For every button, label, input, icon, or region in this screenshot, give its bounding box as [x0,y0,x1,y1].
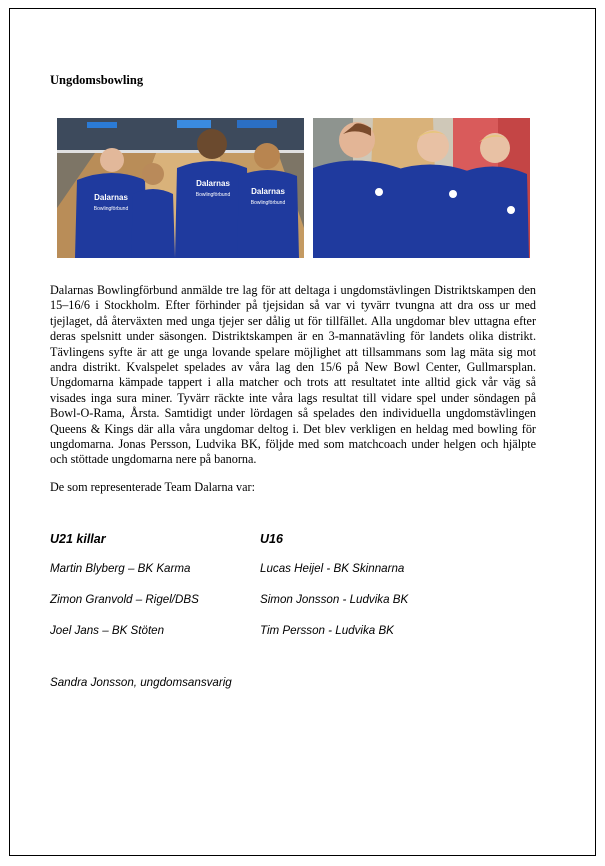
shirt-print-2b: Bowlingförbund [195,192,231,198]
shirt-print-1b: Bowlingförbund [93,206,129,212]
shirt-print-3: Dalarnas [251,187,285,196]
shirt-print-1: Dalarnas [94,193,128,202]
team-intro: De som representerade Team Dalarna var: [50,480,255,494]
u21-player-1: Martin Blyberg – BK Karma [50,562,191,575]
article-heading: Ungdomsbowling [50,73,144,87]
team-back-photo [57,118,304,258]
team-front-photo [313,118,530,258]
shirt-print-2: Dalarnas [196,179,230,188]
u16-player-3: Tim Persson - Ludvika BK [260,624,394,637]
signature: Sandra Jonsson, ungdomsansvarig [50,676,232,689]
u21-heading: U21 killar [50,532,106,546]
u21-player-3: Joel Jans – BK Stöten [50,624,165,637]
u21-player-2: Zimon Granvold – Rigel/DBS [50,593,199,606]
u16-player-1: Lucas Heijel - BK Skinnarna [260,562,405,575]
article-body: Dalarnas Bowlingförbund anmälde tre lag för att deltaga i ungdomstävlingen Distriktskampen den 15–16/6 i Stockholm. Efter förhinder på tjejsidan så var vi tyvärr tvungna att dra oss ur med tjejlaget, då återväxten med unga tjejer ser dålig ut för tillfället. Alla ungdomar blev uttagna efter deras spelsnitt under säsongen. Distriktskampen är en 3-mannatävling för landets olika distrikt. Tävlingens syfte är att ge unga lovande spelare möjlighet att tillsammans som lag mäta sig mot andra distrikt. Kvalspelet spelades av våra lag den 15/6 på New Bowl Center, Gullmarsplan. Ungdomarna kämpade tappert i alla matcher och trots att resultatet inte alltid gick vår väg så visades inga sura miner. Tyvärr räckte inte våra lags resultat till vidare spel under söndagen på Bowl-O-Rama, Årsta. Samtidigt under lördagen så spelades den individuella ungdomstävlingen Queens & Kings där alla våra ungdomar deltog i. Det blev verkligen en heldag med bowling för ungdomarna. Jonas Persson, Ludvika BK, följde med som matchcoach under helgen och hjälpte och stöttade ungdomarna nere på banorna. [50,283,536,467]
u16-heading: U16 [260,532,283,546]
u16-player-2: Simon Jonsson - Ludvika BK [260,593,409,606]
shirt-print-3b: Bowlingförbund [250,200,286,206]
